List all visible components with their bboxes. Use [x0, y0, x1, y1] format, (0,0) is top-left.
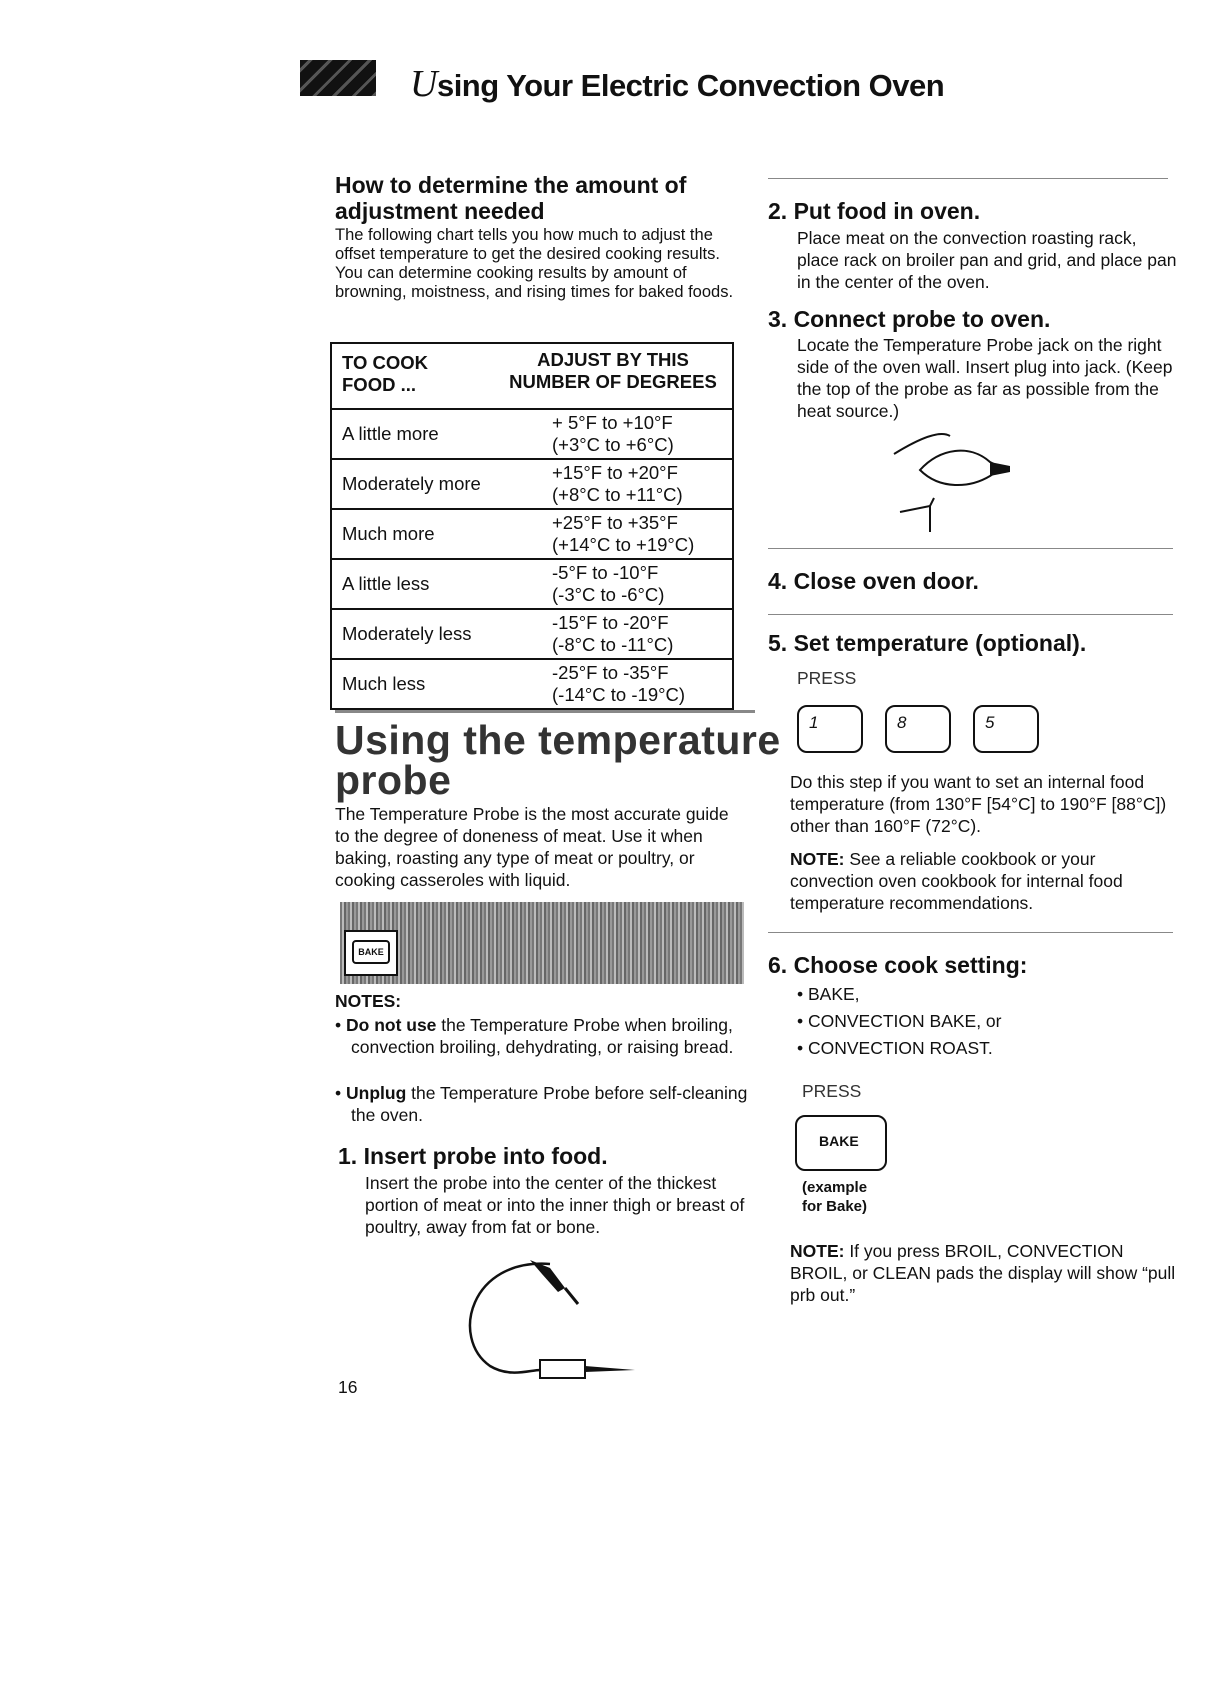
note-item: • Do not use the Temperature Probe when broiling, convection broiling, dehydrating, or raising bread. [335, 1015, 734, 1057]
probe-illustration [430, 1248, 650, 1388]
step2-title: 2. Put food in oven. [768, 198, 981, 224]
step5-title: 5. Set temperature (optional). [768, 630, 1087, 656]
row-degrees: -25°F to -35°F (-14°C to -19°C) [494, 659, 733, 709]
probe-heading-line1: Using the temperature [335, 717, 781, 763]
adjustment-table [330, 342, 734, 710]
rule [768, 932, 1173, 933]
step3-title: 3. Connect probe to oven. [768, 306, 1051, 332]
rule [768, 548, 1173, 549]
rule [768, 614, 1173, 615]
step6-title: 6. Choose cook setting: [768, 952, 1028, 978]
cook-setting-item: • CONVECTION ROAST. [797, 1038, 993, 1058]
step1-title: 1. Insert probe into food. [338, 1143, 608, 1169]
rule [768, 178, 1168, 179]
row-food: Much less [331, 659, 494, 709]
section-divider [335, 710, 755, 713]
notes-title: NOTES: [335, 991, 402, 1011]
table-header-row [331, 343, 733, 409]
col-degrees-header: ADJUST BY THIS NUMBER OF DEGREES [494, 343, 733, 409]
header-logo-mark [300, 60, 376, 96]
row-food: Moderately more [331, 459, 494, 509]
row-food: Moderately less [331, 609, 494, 659]
probe-plug-illustration [890, 428, 1020, 538]
row-degrees: -15°F to -20°F (-8°C to -11°C) [494, 609, 733, 659]
row-food: Much more [331, 509, 494, 559]
table-row [331, 659, 733, 709]
table-row [331, 459, 733, 509]
page-header-title: Using Your Electric Convection Oven [410, 63, 945, 105]
table-row [331, 609, 733, 659]
step4-title: 4. Close oven door. [768, 568, 979, 594]
press-label: PRESS [797, 668, 857, 688]
cook-setting-item: • CONVECTION BAKE, or [797, 1011, 1002, 1031]
table-row [331, 559, 733, 609]
example-caption: (example for Bake) [802, 1179, 868, 1215]
step2-body: Place meat on the convection roasting rack, place rack on broiler pan and grid, and place pan in the center of the oven. [797, 228, 1177, 292]
step1-body: Insert the probe into the center of the thickest portion of meat or into the inner thigh or breast of poultry, away from fat or bone. [365, 1173, 745, 1237]
adjustment-body: The following chart tells you how much to adjust the offset temperature to get the desired cooking results. You can determine cooking results by amount of browning, moistness, and rising times for baked foods. [335, 226, 734, 301]
row-degrees: + 5°F to +10°F (+3°C to +6°C) [494, 409, 733, 459]
note-item: • Unplug the Temperature Probe before self-cleaning the oven. [335, 1083, 748, 1125]
table-row [331, 409, 733, 459]
step3-body: Locate the Temperature Probe jack on the right side of the oven wall. Insert plug into jack. (Keep the top of the probe as far as possible from the heat source.) [797, 335, 1173, 421]
probe-heading-line2: probe [335, 757, 452, 803]
row-degrees: +15°F to +20°F (+8°C to +11°C) [494, 459, 733, 509]
row-degrees: +25°F to +35°F (+14°C to +19°C) [494, 509, 733, 559]
step5-body: Do this step if you want to set an internal food temperature (from 130°F [54°C] to 190°F [88°C]) other than 160°F (72°C). [790, 772, 1167, 836]
adjustment-heading: How to determine the amount of adjustment needed [335, 172, 687, 224]
panel-bake-button: BAKE [344, 930, 398, 976]
probe-body: The Temperature Probe is the most accurate guide to the degree of doneness of meat. Use it when baking, roasting any type of meat or poultry, or cooking casseroles with liquid. [335, 804, 729, 890]
key-1-button: 1 [797, 705, 863, 753]
cook-setting-item: • BAKE, [797, 984, 860, 1004]
col-food-header: TO COOK FOOD ... [331, 343, 494, 409]
bake-key-button: BAKE [795, 1115, 887, 1171]
control-panel-image [340, 902, 744, 984]
press-label: PRESS [802, 1081, 862, 1101]
page-number: 16 [338, 1377, 358, 1397]
row-degrees: -5°F to -10°F (-3°C to -6°C) [494, 559, 733, 609]
final-note: NOTE: If you press BROIL, CONVECTION BROIL, or CLEAN pads the display will show “pull prb out.” [790, 1241, 1176, 1305]
row-food: A little less [331, 559, 494, 609]
table-row [331, 509, 733, 559]
row-food: A little more [331, 409, 494, 459]
key-8-button: 8 [885, 705, 951, 753]
step5-note: NOTE: See a reliable cookbook or your convection oven cookbook for internal food temperature recommendations. [790, 849, 1123, 913]
key-5-button: 5 [973, 705, 1039, 753]
